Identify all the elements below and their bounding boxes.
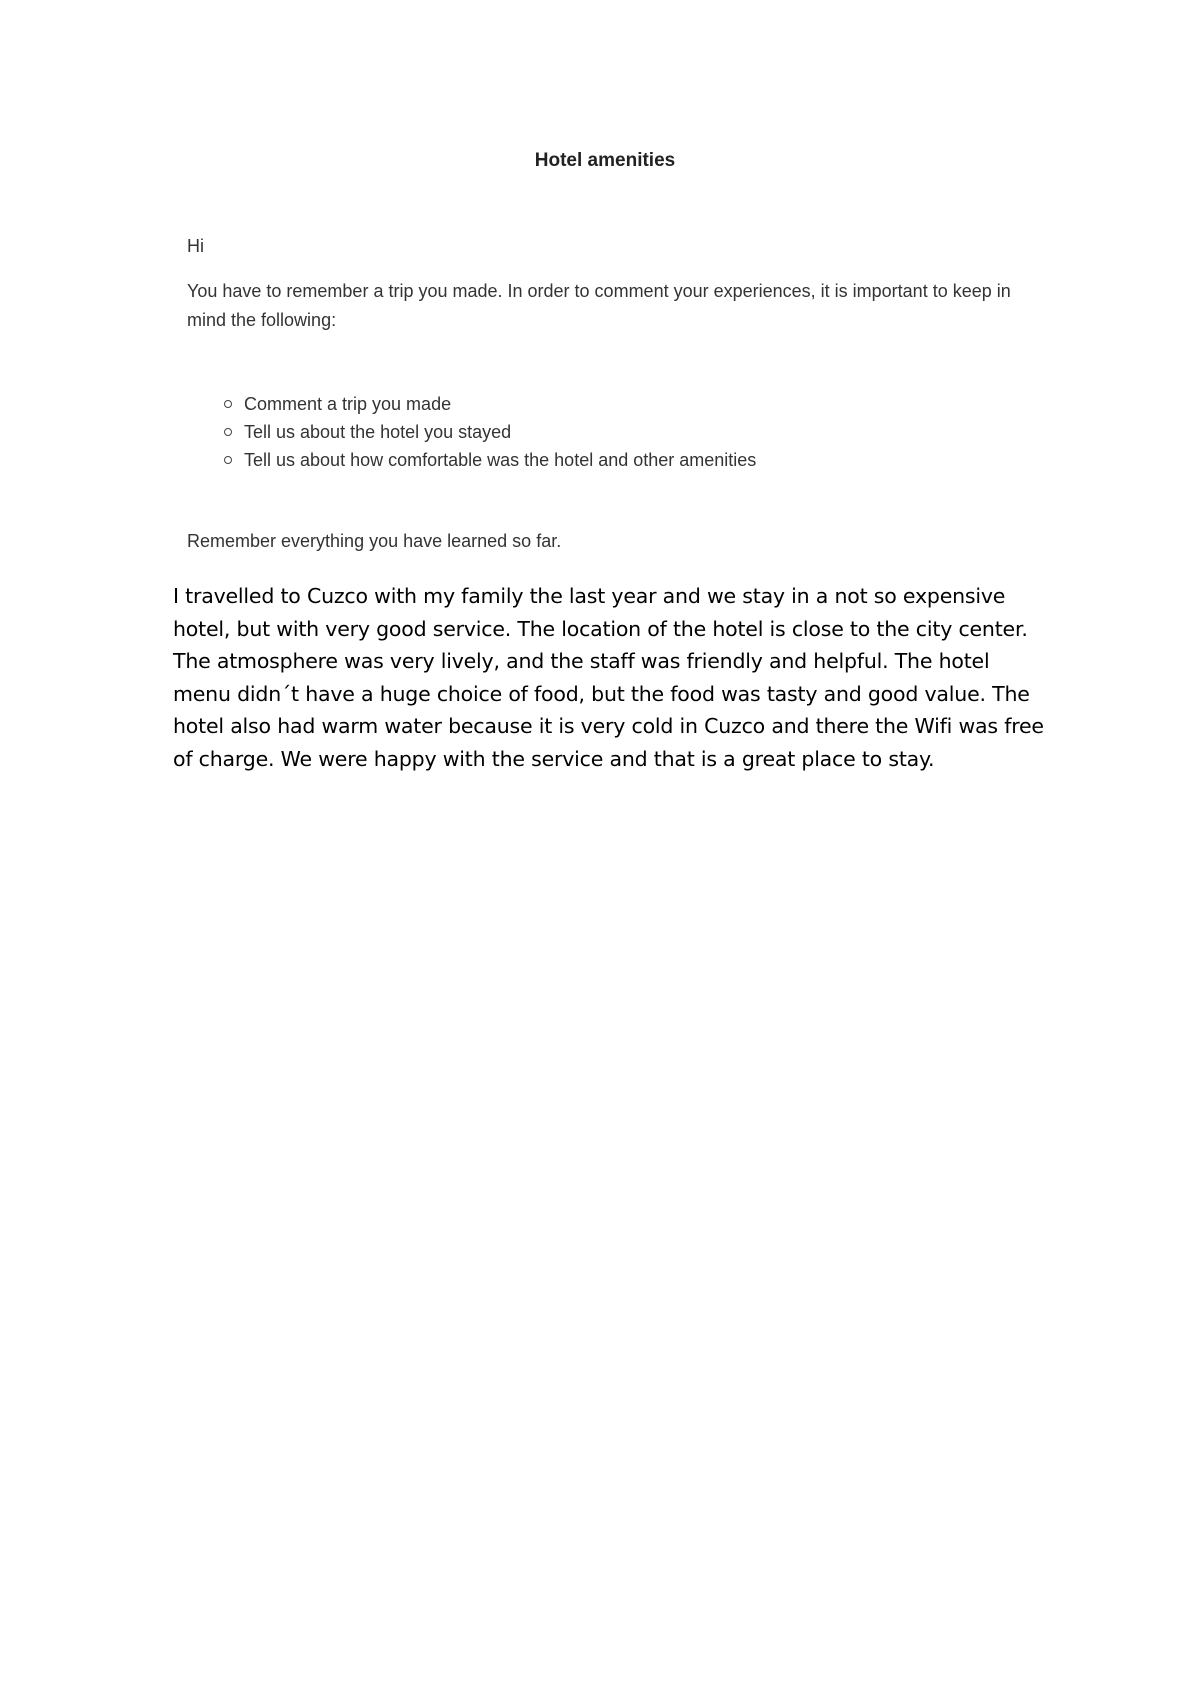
response-paragraph: I travelled to Cuzco with my family the last year and we stay in a not so expensive hotel, but with very good service. The location of the hotel is close to the city center. The atmosphere was very lively, and the staff was friendly and helpful. The hotel menu didn´t have a huge choice of food, but the food was tasty and good value. The hotel also had warm water because it is very cold in Cuzco and there the Wifi was free of charge. We were happy with the service and that is a great place to stay. (173, 584, 1044, 771)
instructions-paragraph: You have to remember a trip you made. In order to comment your experiences, it is important to keep in mind the following: (187, 281, 1011, 330)
task-item-text: Tell us about the hotel you stayed (244, 422, 512, 442)
task-item-text: Comment a trip you made (244, 394, 452, 414)
hollow-circle-bullet-icon (224, 400, 232, 408)
reminder-text: Remember everything you have learned so far. (187, 531, 562, 551)
list-item (222, 446, 756, 474)
list-item (222, 418, 756, 446)
hollow-circle-bullet-icon (224, 428, 232, 436)
task-item-text: Tell us about how comfortable was the hotel and other amenities (244, 450, 757, 470)
task-list (222, 390, 756, 474)
list-item (222, 390, 756, 418)
document-title: Hotel amenities (534, 150, 676, 171)
hollow-circle-bullet-icon (224, 456, 232, 464)
greeting-text: Hi (187, 236, 204, 256)
